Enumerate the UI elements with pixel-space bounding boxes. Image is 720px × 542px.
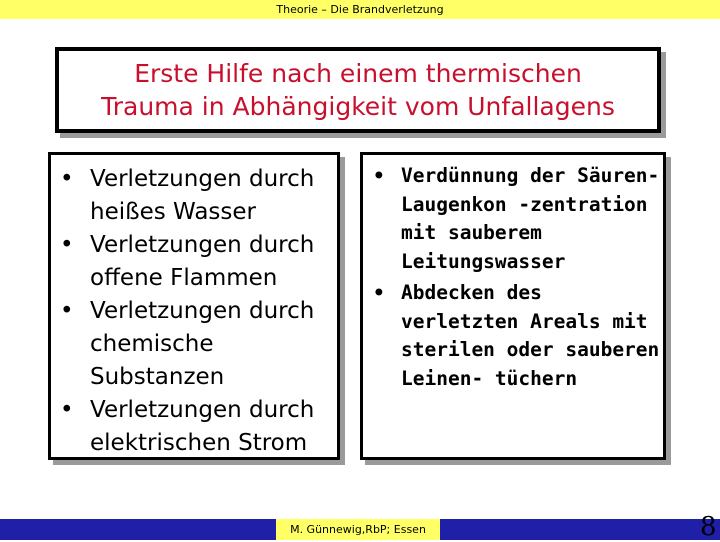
bullet-icon: • — [60, 232, 74, 258]
slide-title: Erste Hilfe nach einem thermischen Trauma in Abhängigkeit vom Unfallagens — [101, 59, 615, 121]
left-content-box — [48, 152, 340, 460]
list-item-text: Verdünnung der Säuren- Laugenkon -zentration mit sauberem Leitungswasser — [401, 164, 660, 273]
list-item — [371, 279, 663, 393]
list-item — [58, 163, 338, 229]
bullet-icon: • — [373, 281, 385, 304]
list-item — [58, 229, 338, 295]
list-item-text: Verletzungen durch offene Flammen — [90, 232, 315, 291]
footer-text: M. Günnewig,RbP; Essen — [290, 523, 426, 536]
bullet-icon: • — [60, 298, 74, 324]
list-item — [58, 295, 338, 394]
right-bullet-list — [371, 162, 663, 396]
title-box — [55, 47, 661, 133]
list-item-text: Verletzungen durch elektrischen Strom — [90, 397, 315, 456]
bullet-icon: • — [60, 397, 74, 423]
list-item-text: Verletzungen durch heißes Wasser — [90, 166, 315, 225]
footer-author — [276, 519, 440, 540]
bullet-icon: • — [373, 164, 385, 187]
page-number: 8 — [700, 512, 717, 542]
list-item-text: Abdecken des verletzten Areals mit sterilen oder sauberen Leinen- tüchern — [401, 281, 660, 390]
header-bar — [0, 0, 720, 19]
left-bullet-list — [58, 163, 338, 460]
list-item — [371, 162, 663, 276]
header-text: Theorie – Die Brandverletzung — [276, 3, 444, 16]
list-item-text: Verletzungen durch chemische Substanzen — [90, 298, 315, 390]
list-item — [58, 394, 338, 460]
right-content-box — [360, 152, 666, 460]
bullet-icon: • — [60, 166, 74, 192]
